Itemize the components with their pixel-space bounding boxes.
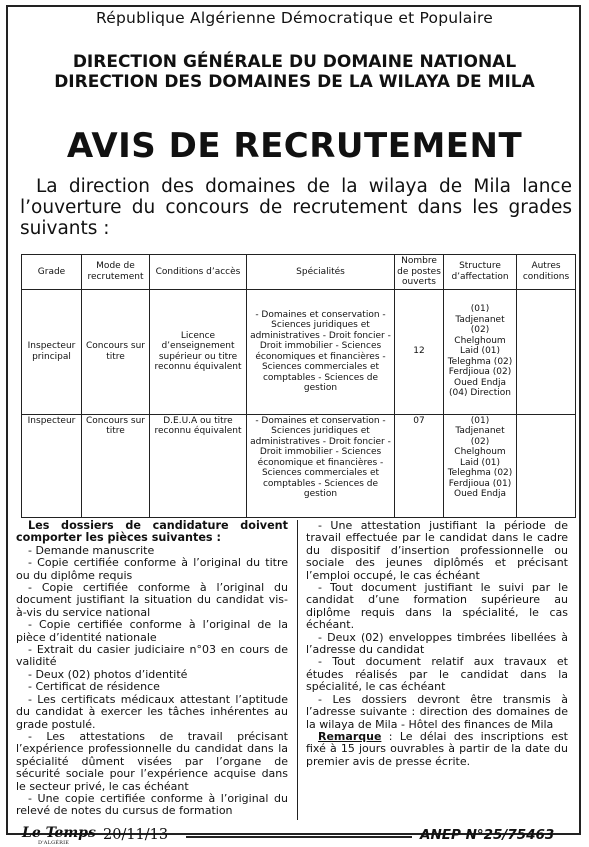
list-item: - Copie certifiée conforme à l’original de la pièce d’identité nationale <box>16 618 288 644</box>
list-item: - Tout document relatif aux travaux et études réalisés par le candidat dans la spécialité, le cas échéant <box>306 655 568 694</box>
column-divider <box>297 520 298 820</box>
list-item: - Les attestations de travail précisant l’expérience professionnelle du candidat dans la spécialité dûment visées par l’organe de sécurité sociale pour l’expérience acquise dans le secteur privé, le cas échéant <box>16 729 288 793</box>
list-item: - Les dossiers devront être transmis à l’adresse suivante : direction des domaines de la wilaya de Mila - Hôtel des finances de Mila <box>306 692 568 731</box>
dossier-lead: Les dossiers de candidature doivent comporter les pièces suivantes : <box>16 519 288 545</box>
dossier-right-column <box>306 520 568 768</box>
newspaper-logo: Le Temps <box>22 825 96 841</box>
cell-grade: Inspecteur principal <box>22 289 82 414</box>
cell-autres <box>517 414 576 517</box>
table-header-row <box>22 255 576 290</box>
dossier-left-column <box>16 520 288 818</box>
remark-label: Remarque <box>318 729 382 743</box>
list-item: - Certificat de résidence <box>28 680 160 694</box>
remark-text: : Le délai des inscriptions est fixé à 15 jours ouvrables à partir de la date du premier avis de presse écrite. <box>306 729 568 768</box>
list-item: - Deux (02) photos d’identité <box>28 667 188 681</box>
page-title: AVIS DE RECRUTEMENT <box>66 126 523 166</box>
cell-structure: (01) Tadjenanet (02) Chelghoum Laid (01) Teleghma (02) Ferdjioua (01) Oued Endja <box>444 414 517 517</box>
cell-mode: Concours sur titre <box>82 414 150 517</box>
list-item: - Copie certifiée conforme à l’original du document justifiant la situation du candidat vis-à-vis du service national <box>16 581 288 619</box>
cell-conditions: Licence d’enseignement supérieur ou titre reconnu équivalent <box>150 289 247 414</box>
header-mode: Mode de recrutement <box>82 255 150 290</box>
direction-heading <box>20 52 569 92</box>
cell-mode: Concours sur titre <box>82 289 150 414</box>
header-structure: Structure d’affectation <box>444 255 517 290</box>
anep-reference: ANEP N°25/75463 <box>420 827 555 843</box>
header-postes: Nombre de postes ouverts <box>395 255 444 290</box>
list-item: - Demande manuscrite <box>28 543 155 557</box>
header-grade: Grade <box>22 255 82 290</box>
list-item: - Deux (02) enveloppes timbrées libellées à l’adresse du candidat <box>306 630 568 657</box>
direction-line-2: DIRECTION DES DOMAINES DE LA WILAYA DE MILA <box>54 72 535 92</box>
remark-paragraph <box>306 731 568 768</box>
list-item: - Copie certifiée conforme à l’original du titre ou du diplôme requis <box>16 556 288 582</box>
list-item: - Extrait du casier judiciaire n°03 en cours de validité <box>16 643 288 669</box>
list-item: - Les certificats médicaux attestant l’aptitude du candidat à exercer les tâches inhérentes au grade postulé. <box>16 692 288 731</box>
cell-conditions: D.E.U.A ou titre reconnu équivalent <box>150 414 247 517</box>
header-specialites: Spécialités <box>247 255 395 290</box>
direction-line-1: DIRECTION GÉNÉRALE DU DOMAINE NATIONAL <box>72 52 517 72</box>
list-item: - Une attestation justifiant la période de travail effectuée par le candidat dans le cadre du dispositif d’insertion professionnelle ou sociale des jeunes diplômés et précisant l’emploi occupé, le cas échéant <box>306 519 568 582</box>
cell-postes: 07 <box>395 414 444 517</box>
publication-date: 20/11/13 <box>103 827 169 843</box>
cell-postes: 12 <box>395 289 444 414</box>
list-item: - Tout document justifiant le suivi par le candidat d’une formation supérieure au diplôme requis dans la spécialité, le cas échéant. <box>306 581 568 632</box>
intro-paragraph: La direction des domaines de la wilaya de Mila lance l’ouverture du concours de recrutement dans les grades suivants : <box>20 176 572 239</box>
cell-grade: Inspecteur <box>22 414 82 517</box>
header-autres: Autres conditions <box>517 255 576 290</box>
header-conditions: Conditions d’accès <box>150 255 247 290</box>
footer-rule <box>186 836 412 838</box>
recruitment-table <box>21 254 576 518</box>
cell-structure: (01) Tadjenanet (02) Chelghoum Laid (01) Teleghma (02) Ferdjioua (02) Oued Endja (04) Direction <box>444 289 517 414</box>
newspaper-logo-subtitle: D'ALGÉRIE <box>38 840 70 846</box>
cell-specialites: - Domaines et conservation - Sciences juridiques et administratives - Droit foncier - Droit immobilier - Sciences économiques et financières - Sciences commerciales et comptables - Sciences de gestion <box>247 289 395 414</box>
table-row <box>22 289 576 414</box>
table-row <box>22 414 576 517</box>
cell-autres <box>517 289 576 414</box>
cell-specialites: - Domaines et conservation - Sciences juridiques et administratives - Droit foncier - Droit immobilier - Sciences économique et financières - Sciences commerciales et comptables - Sciences de gestion <box>247 414 395 517</box>
republic-heading: République Algérienne Démocratique et Populaire <box>96 9 493 27</box>
list-item: - Une copie certifiée conforme à l’original du relevé de notes du cursus de formation <box>16 791 288 818</box>
